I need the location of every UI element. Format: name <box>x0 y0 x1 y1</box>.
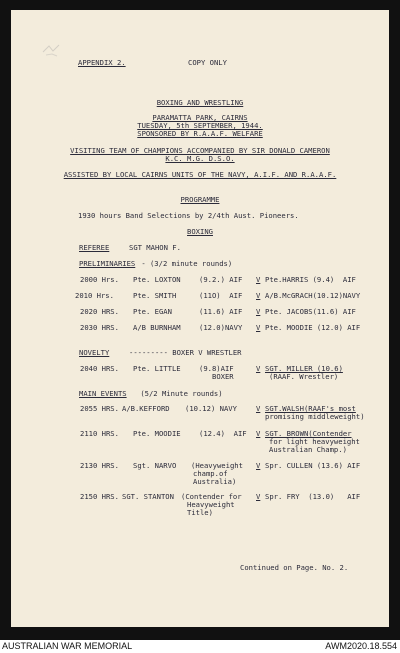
versus-mark: V <box>256 323 261 332</box>
opponent-name: Pte. JACOBS(11.6) AIF <box>265 307 356 316</box>
boxer-weight: (Heavyweight <box>191 461 243 470</box>
preliminaries-label: PRELIMINARIES <box>79 259 136 268</box>
archive-footer <box>0 640 400 653</box>
boxer-name: Pte. MOODIE <box>133 429 181 438</box>
boxer-weight: (11.6) AIF <box>199 307 243 316</box>
boxer-name: Pte. SMITH <box>133 291 177 300</box>
copy-only-label: COPY ONLY <box>188 58 227 67</box>
boxer-name: Pte. LOXTON <box>133 275 181 284</box>
boxer-weight-note: Title) <box>187 508 213 517</box>
sponsor: SPONSORED BY R.A.A.F. WELFARE <box>137 129 263 138</box>
main-events-label: MAIN EVENTS <box>79 389 127 398</box>
bout-time: 2130 HRS. <box>80 461 119 470</box>
assisted-by: ASSISTED BY LOCAL CAIRNS UNITS OF THE NAVY, A.I.F. AND R.A.A.F. <box>63 170 337 179</box>
bout-time: 2055 HRS. <box>80 404 119 413</box>
bout-time: 2020 HRS. <box>80 307 119 316</box>
document-page <box>11 10 389 627</box>
boxer-name: A/B.KEFFORD <box>122 404 170 413</box>
programme-heading: PROGRAMME <box>180 195 220 204</box>
main-events-note: (5/2 Minute rounds) <box>136 389 223 398</box>
ink-smudge-mark <box>41 42 63 58</box>
versus-mark: V <box>256 291 261 300</box>
bout-time: 2000 Hrs. <box>80 275 119 284</box>
boxer-name: A/B BURNHAM <box>133 323 181 332</box>
opponent-note: Australian Champ.) <box>269 445 347 454</box>
opponent-name: SGT.WALSH(RAAF's most <box>265 404 356 413</box>
preliminaries-note: - (3/2 minute rounds) <box>137 259 233 268</box>
versus-mark: V <box>256 307 261 316</box>
novelty-desc: --------- BOXER V WRESTLER <box>129 348 242 357</box>
boxer-weight-note: Australia) <box>193 477 237 486</box>
continued-note: Continued on Page. No. 2. <box>240 563 349 572</box>
event-date: TUESDAY, 5th SEPTEMBER, 1944. <box>137 121 263 130</box>
opponent-name: A/B.McGRACH(10.12)NAVY <box>265 291 361 300</box>
versus-mark: V <box>256 429 261 438</box>
band-selections: 1930 hours Band Selections by 2/4th Aust. Pioneers. <box>78 211 299 220</box>
boxer-weight: (12.0)NAVY <box>199 323 243 332</box>
appendix-label: APPENDIX 2. <box>78 58 126 67</box>
boxer-weight: (Contender for <box>181 492 242 501</box>
boxer-weight: (9.8)AIF <box>199 364 234 373</box>
boxer-name: SGT. STANTON <box>122 492 174 501</box>
boxing-heading: BOXING <box>187 227 213 236</box>
referee-label: REFEREE <box>79 243 110 252</box>
opponent-name: SGT. MILLER (10.6) <box>265 364 343 373</box>
boxer-name: Sgt. NARVO <box>133 461 177 470</box>
boxer-weight: (12.4) AIF <box>199 429 247 438</box>
boxer-name: Pte. EGAN <box>133 307 172 316</box>
referee-name: SGT MAHON F. <box>129 243 181 252</box>
opponent-name: SGT. BROWN(Contender <box>265 429 352 438</box>
visiting-team: VISITING TEAM OF CHAMPIONS ACCOMPANIED BY SIR DONALD CAMERON <box>70 146 330 155</box>
versus-mark: V <box>256 275 261 284</box>
versus-mark: V <box>256 492 261 501</box>
venue: PARAMATTA PARK, CAIRNS <box>152 113 248 122</box>
novelty-label: NOVELTY <box>79 348 110 357</box>
bout-time: 2110 HRS. <box>80 429 119 438</box>
versus-mark: V <box>256 404 261 413</box>
opponent-role: (RAAF. Wrestler) <box>269 372 339 381</box>
event-title: BOXING AND WRESTLING <box>156 98 244 107</box>
boxer-weight-note: Heavyweight <box>187 500 235 509</box>
versus-mark: V <box>256 461 261 470</box>
opponent-name: Pte.HARRIS (9.4) AIF <box>265 275 356 284</box>
archive-reference: AWM2020.18.554 <box>325 641 397 651</box>
archive-name: AUSTRALIAN WAR MEMORIAL <box>2 641 133 651</box>
opponent-note: promising middleweight) <box>265 412 365 421</box>
opponent-note: for light heavyweight <box>269 437 360 446</box>
boxer-weight-note: champ.of <box>193 469 228 478</box>
opponent-name: Spr. CULLEN (13.6) AIF <box>265 461 361 470</box>
versus-mark: V <box>256 364 261 373</box>
opponent-name: Pte. MOODIE (12.0) AIF <box>265 323 361 332</box>
boxer-weight: (11O) AIF <box>199 291 243 300</box>
bout-time: 2030 HRS. <box>80 323 119 332</box>
honours: K.C. M.G. D.S.O. <box>165 154 235 163</box>
opponent-name: Spr. FRY (13.0) AIF <box>265 492 361 501</box>
boxer-role: BOXER <box>212 372 234 381</box>
boxer-name: Pte. LITTLE <box>133 364 181 373</box>
bout-time: 2040 HRS. <box>80 364 119 373</box>
bout-time: 2150 HRS. <box>80 492 119 501</box>
boxer-weight: (9.2.) AIF <box>199 275 243 284</box>
bout-time: 2010 Hrs. <box>75 291 114 300</box>
boxer-weight: (10.12) NAVY <box>185 404 237 413</box>
